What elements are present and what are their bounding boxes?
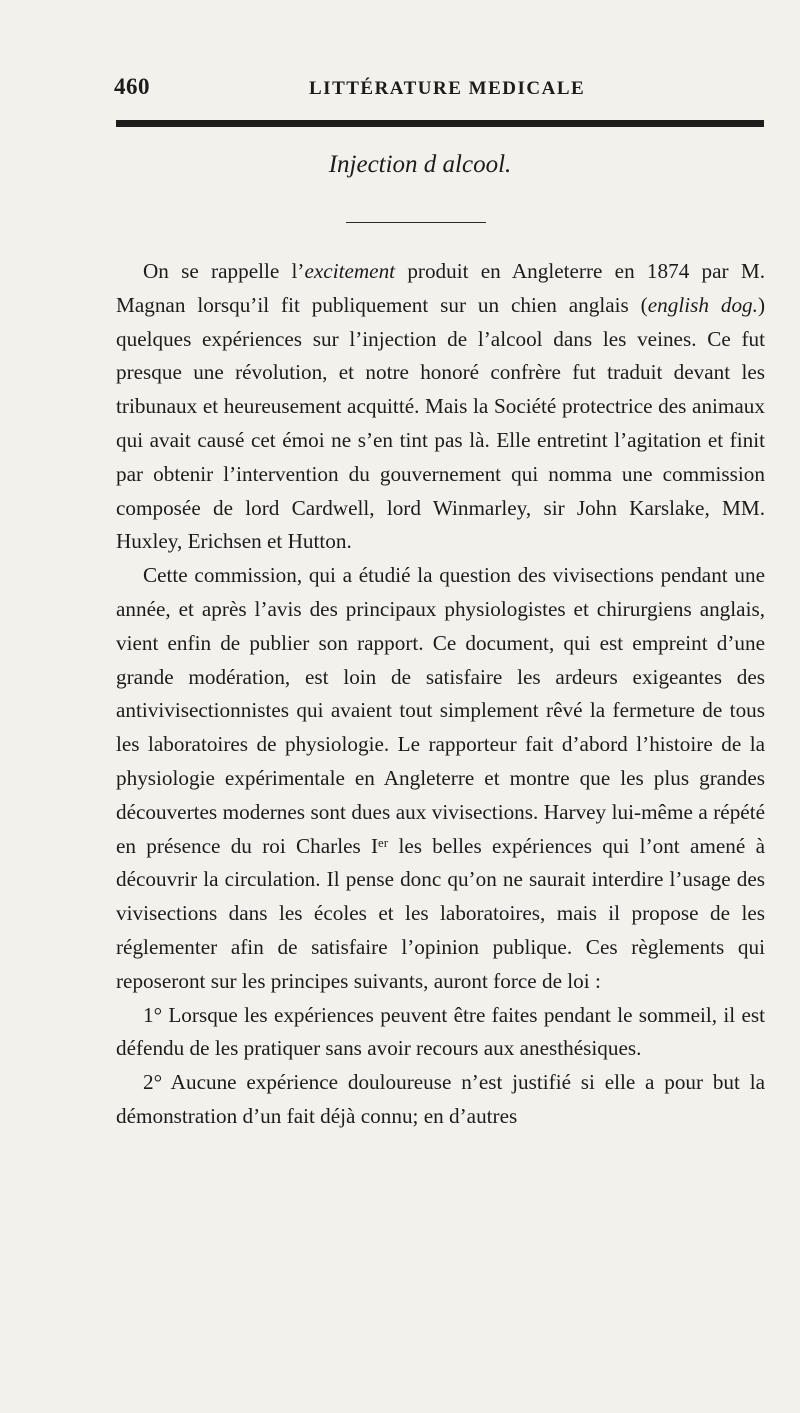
paragraph-1-part-2: produit en Angleterre en 1874 par M. Magnan lorsqu’il fit publiquement sur un chien anglais ( (116, 259, 766, 317)
paragraph-1 (116, 255, 765, 559)
paragraph-3: 1° Lorsque les expériences peuvent être faites pendant le sommeil, il est défendu de les pratiquer sans avoir recours aux anesthésiques. (116, 1002, 765, 1061)
running-title: LITTÉRATURE MEDICALE (309, 78, 586, 99)
body-text (116, 255, 765, 1134)
page-header (114, 74, 764, 114)
paragraph-1-emphasis-excitement: excitement (304, 259, 396, 283)
paragraph-1-part-3: ) quelques expériences sur l’injection de l’alcool dans les veines. Ce fut presque une révolution, et notre honoré confrère fut traduit devant les tribunaux et heureusement acquitté. Mais la Société protectrice des animaux qui avait causé cet émoi ne s’en tint pas là. Elle entretint l’agitation et finit par obtenir l’intervention du gouvernement qui nomma une commission composée de lord Cardwell, lord Winmarley, sir John Karslake, MM. Huxley, Erichsen et Hutton. (116, 292, 765, 554)
paragraph-1-emphasis-english-dog: english dog. (647, 292, 758, 317)
paragraph-4: 2° Aucune expérience douloureuse n’est justifié si elle a pour but la démonstration d’un fait déjà connu; en d’autres (116, 1070, 765, 1128)
page-number: 460 (114, 74, 150, 99)
section-heading: Injection d alcool. (328, 151, 512, 178)
paragraph-1-part-1: On se rappelle l’ (143, 259, 305, 283)
paragraph-2: Cette commission, qui a étudié la question des vivisections pendant une année, et après l’avis des principaux physiologistes et chirurgiens anglais, vient enfin de publier son rapport. Ce document, qui est empreint d’une grande modération, est loin de satisfaire les ardeurs exigeantes des antivivisectionnistes qui avaient tout simplement rêvé la fermeture de tous les laboratoires de physiologie. Le rapporteur fait d’abord l’histoire de la physiologie expérimentale en Angleterre et montre que les plus grandes découvertes modernes sont dues aux vivisections. Harvey lui-même a répété en présence du roi Charles Iᵉʳ les belles expériences qui l’ont amené à découvrir la circulation. Il pense donc qu’on ne saurait interdire l’usage des vivisections dans les écoles et les laboratoires, mais il propose de les réglementer afin de satisfaire l’opinion publique. Ces règlements qui reposeront sur les principes suivants, auront force de loi : (116, 563, 765, 993)
section-divider (346, 222, 486, 223)
header-rule (116, 120, 764, 127)
